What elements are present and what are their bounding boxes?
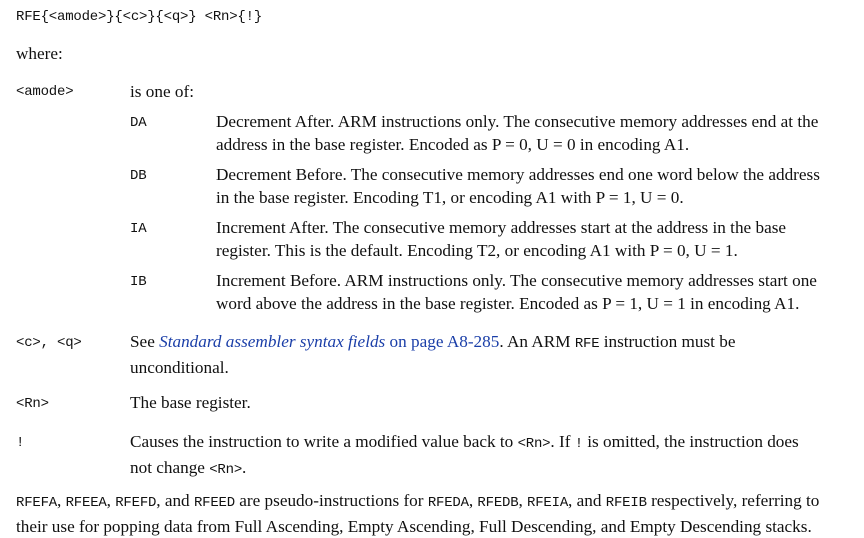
footer-text: , (106, 491, 116, 510)
amode-option-mnemonic: IA (130, 221, 147, 237)
footer-code: RFEEA (65, 495, 107, 511)
footer-text: , (468, 491, 478, 510)
amode-option-line: Increment After. The consecutive memory addresses start at the address in the base (216, 218, 787, 237)
cq-after-link: . An ARM (499, 332, 575, 351)
footer-code: RFEIB (605, 495, 647, 511)
bang-text: is omitted, the instruction does (582, 432, 799, 451)
cq-term: <c>, <q> (16, 335, 82, 351)
syntax-line: RFE{<amode>}{<c>}{<q>} <Rn>{!} (16, 9, 263, 25)
amode-term: <amode> (16, 84, 74, 100)
amode-option-mnemonic: DA (130, 115, 147, 131)
cq-description (130, 330, 735, 379)
amode-option-line: Decrement After. ARM instructions only. The consecutive memory addresses end at the (216, 112, 819, 131)
bang-line-1 (130, 430, 799, 456)
rn-code: <Rn> (209, 462, 243, 478)
bang-text: . (242, 458, 247, 477)
amode-option-line: Decrement Before. The consecutive memory addresses end one word below the address (216, 165, 820, 184)
bang-description (130, 430, 799, 482)
rn-description: The base register. (130, 393, 251, 412)
bang-text: Causes the instruction to write a modified value back to (130, 432, 518, 451)
link-page: on page A8-285 (385, 332, 500, 351)
amode-option-description (216, 269, 817, 315)
amode-option-description (216, 163, 820, 209)
bang-code: ! (574, 436, 583, 452)
rfe-code: RFE (574, 336, 600, 352)
footer-line-1 (16, 489, 819, 515)
bang-text: . If (550, 432, 575, 451)
amode-option-line: word above the address in the base register. Encoded as P = 1, U = 1 in encoding A1. (216, 294, 800, 313)
footer-text: , and (156, 491, 194, 510)
footer-line-2: their use for popping data from Full Ascending, Empty Ascending, Full Descending, and Empty Descending stacks. (16, 517, 812, 536)
cq-after-code: instruction must be (599, 332, 736, 351)
standard-assembler-syntax-link[interactable] (159, 332, 499, 351)
cq-line-1 (130, 330, 735, 356)
cq-line-2: unconditional. (130, 358, 229, 377)
footer-code: RFEDB (477, 495, 519, 511)
amode-option-mnemonic: IB (130, 274, 147, 290)
footer-text: respectively, referring to (646, 491, 820, 510)
amode-option-line: address in the base register. Encoded as P = 0, U = 0 in encoding A1. (216, 135, 690, 154)
footer-text: , (518, 491, 528, 510)
rn-code: <Rn> (517, 436, 551, 452)
footer-text: , and (568, 491, 606, 510)
amode-option-line: register. This is the default. Encoding T2, or encoding A1 with P = 0, U = 1. (216, 241, 738, 260)
where-label: where: (16, 44, 63, 63)
amode-option-description (216, 216, 786, 262)
amode-intro: is one of: (130, 82, 194, 101)
bang-line-2 (130, 456, 799, 482)
amode-option-mnemonic: DB (130, 168, 147, 184)
footer-code: RFEIA (527, 495, 569, 511)
cq-see-text: See (130, 332, 160, 351)
bang-text: not change (130, 458, 210, 477)
footer-code: RFEFA (16, 495, 58, 511)
link-title: Standard assembler syntax fields (159, 332, 386, 351)
footer-code: RFEDA (427, 495, 469, 511)
rn-term: <Rn> (16, 396, 49, 412)
footer-paragraph (16, 489, 819, 538)
amode-option-line: Increment Before. ARM instructions only. The consecutive memory addresses start one (216, 271, 817, 290)
footer-text: are pseudo-instructions for (234, 491, 428, 510)
footer-code: RFEED (193, 495, 235, 511)
bang-term: ! (16, 435, 25, 451)
amode-option-description (216, 110, 818, 156)
footer-text: , (57, 491, 66, 510)
footer-code: RFEFD (115, 495, 157, 511)
amode-option-line: in the base register. Encoding T1, or encoding A1 with P = 1, U = 0. (216, 188, 684, 207)
